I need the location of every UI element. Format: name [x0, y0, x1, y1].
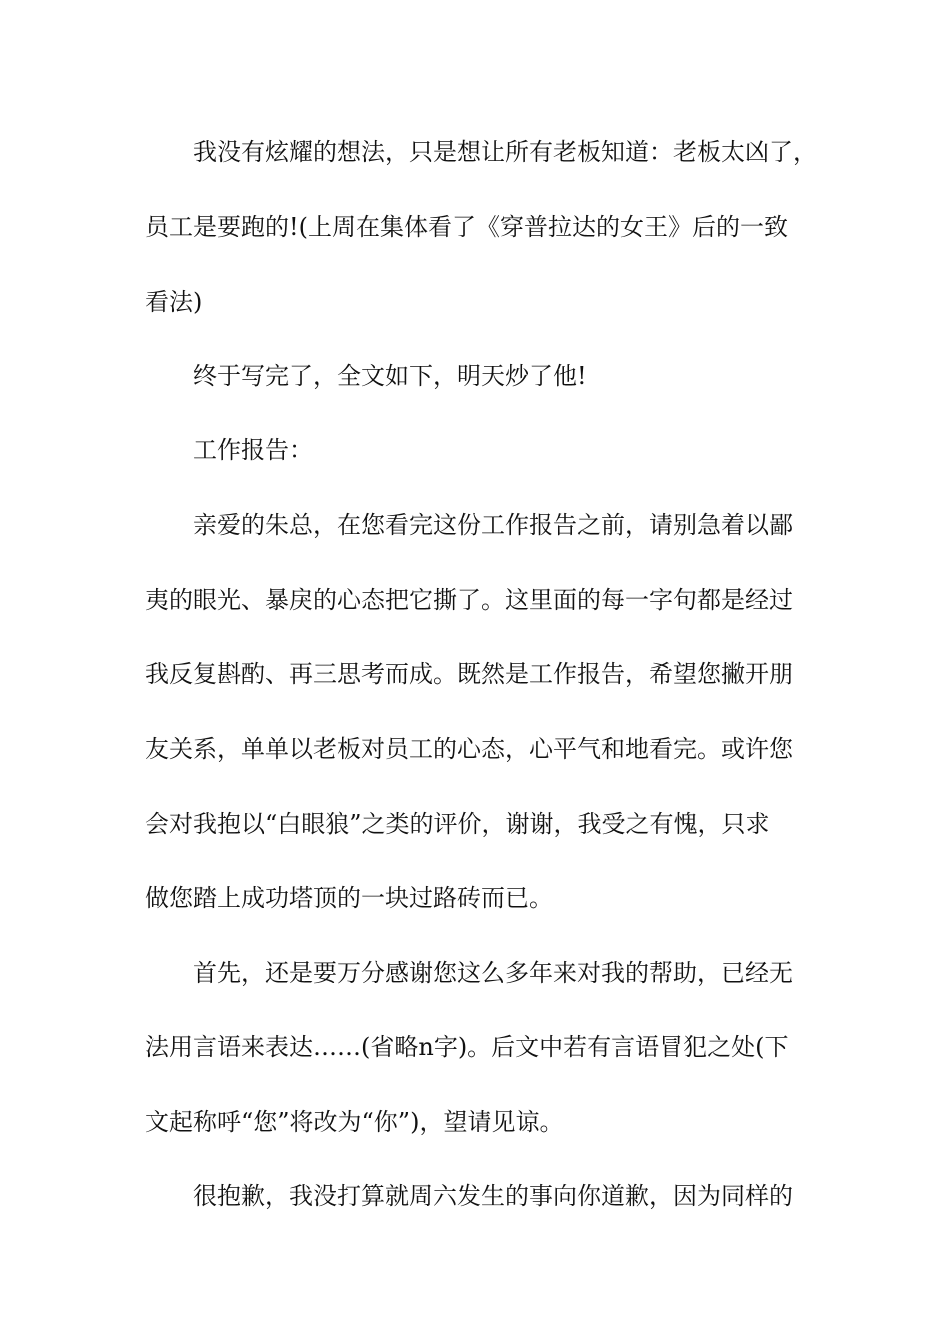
text-line-5: 工作报告： [145, 436, 313, 464]
text-line-9: 友关系，单单以老板对员工的心态，心平气和地看完。或许您 [145, 735, 793, 763]
text-line-8: 我反复斟酌、再三思考而成。既然是工作报告，希望您撇开朋 [145, 660, 793, 688]
text-line-6: 亲爱的朱总，在您看完这份工作报告之前，请别急着以鄙 [145, 511, 793, 539]
text-line-10: 会对我抱以“白眼狼”之类的评价，谢谢，我受之有愧，只求 [145, 810, 770, 838]
text-line-2: 员工是要跑的!(上周在集体看了《穿普拉达的女王》后的一致 [145, 213, 789, 241]
text-line-13: 法用言语来表达……(省略n字)。后文中若有言语冒犯之处(下 [145, 1033, 789, 1061]
text-line-7: 夷的眼光、暴戾的心态把它撕了。这里面的每一字句都是经过 [145, 586, 793, 614]
text-line-1: 我没有炫耀的想法，只是想让所有老板知道：老板太凶了， [145, 138, 817, 166]
text-line-12: 首先，还是要万分感谢您这么多年来对我的帮助，已经无 [145, 959, 793, 987]
text-line-3: 看法) [145, 288, 203, 316]
text-line-14: 文起称呼“您”将改为“你”)，望请见谅。 [145, 1108, 564, 1136]
text-line-11: 做您踏上成功塔顶的一块过路砖而已。 [145, 884, 553, 912]
text-line-15: 很抱歉，我没打算就周六发生的事向你道歉，因为同样的 [145, 1182, 793, 1210]
text-line-4: 终于写完了，全文如下，明天炒了他! [145, 362, 587, 390]
